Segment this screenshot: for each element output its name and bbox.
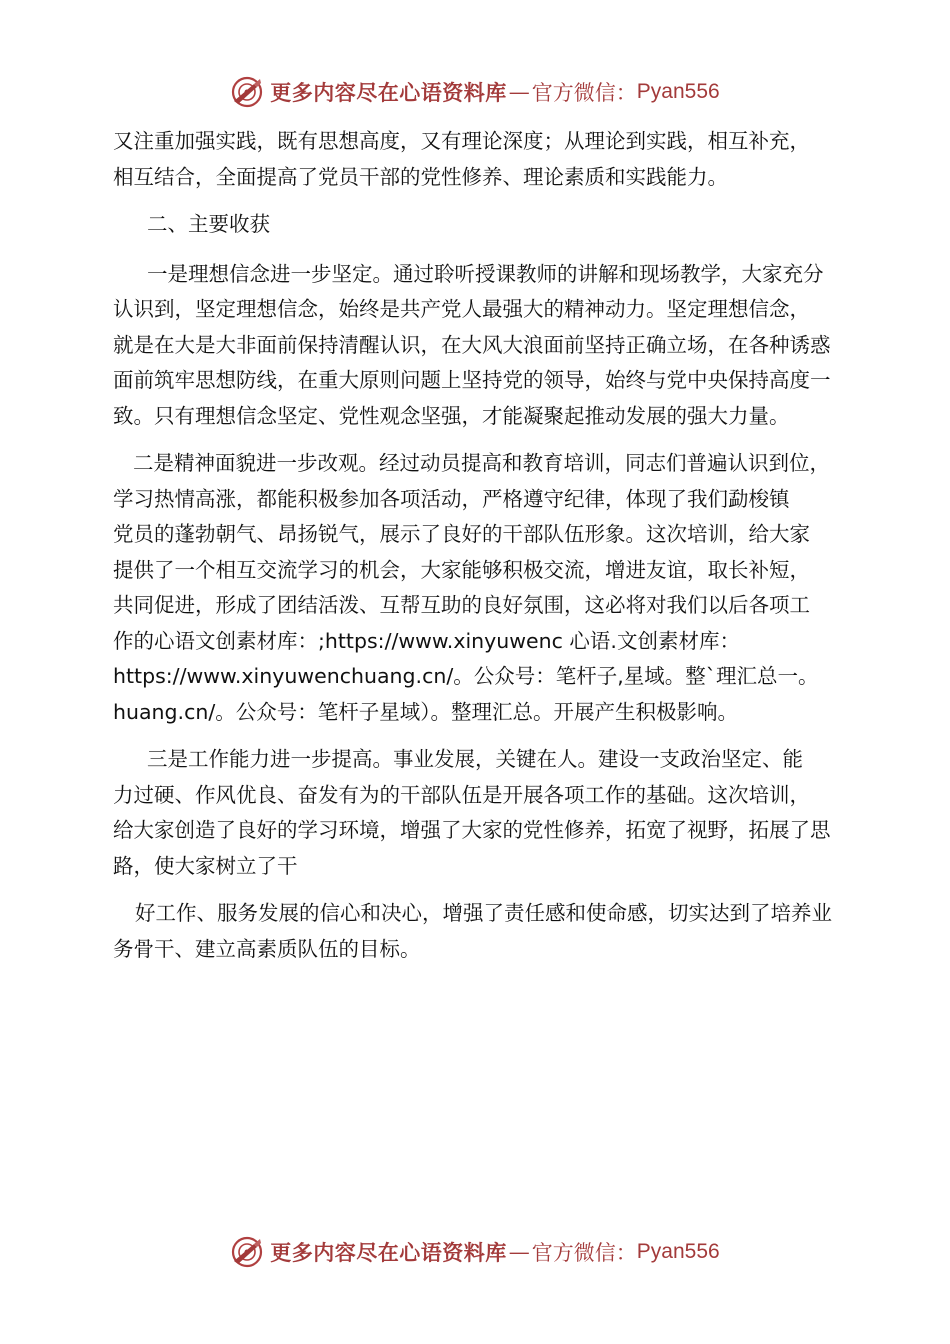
text-line: 三是工作能力进一步提高。事业发展，关键在人。建设一支政治坚定、能 bbox=[147, 747, 803, 771]
text-line: 二是精神面貌进一步改观。经过动员提高和教育培训，同志们普遍认识到位， bbox=[133, 451, 830, 475]
footer-banner-text: 更多内容尽在心语资料库 bbox=[270, 1240, 507, 1265]
footer-banner-separator: — bbox=[508, 1240, 530, 1264]
document-body bbox=[113, 124, 853, 967]
paragraph-continuation bbox=[113, 124, 853, 195]
paragraph-ideals bbox=[113, 257, 853, 435]
footer-wechat-label: 官方微信： bbox=[531, 1241, 637, 1265]
footer-banner bbox=[0, 1232, 950, 1272]
text-line: huang.cn/。公众号：笔杆子星域）。整理汇总。开展产生积极影响。 bbox=[113, 699, 738, 724]
text-line: 认识到，坚定理想信念，始终是共产党人最强大的精神动力。坚定理想信念， bbox=[113, 297, 810, 321]
brand-logo-icon bbox=[230, 75, 264, 109]
text-line: 学习热情高涨，都能积极参加各项活动，严格遵守纪律，体现了我们勐梭镇 bbox=[113, 486, 790, 511]
text-line: 路，使大家树立了干 bbox=[113, 853, 298, 878]
text-line: 好工作、服务发展的信心和决心，增强了责任感和使命感，切实达到了培养业 bbox=[135, 901, 832, 925]
text-line: 就是在大是大非面前保持清醒认识，在大风大浪面前坚持正确立场，在各种诱惑 bbox=[113, 332, 831, 357]
header-banner bbox=[0, 72, 950, 112]
text-line: https://www.xinyuwenchuang.cn/。公众号：笔杆子,星域。整`理汇总一。 bbox=[113, 664, 819, 688]
paragraph-ability bbox=[113, 742, 853, 884]
text-line: 力过硬、作风优良、奋发有为的干部队伍是开展各项工作的基础。这次培训， bbox=[113, 782, 810, 807]
text-line: 务骨干、建立高素质队伍的目标。 bbox=[113, 936, 421, 961]
text-line: 作的心语文创素材库：;https://www.xinyuwenc 心语.文创素材库： bbox=[113, 628, 740, 653]
text-line: 相互结合，全面提高了党员干部的党性修养、理论素质和实践能力。 bbox=[113, 164, 728, 189]
text-line: 致。只有理想信念坚定、党性观念坚强，才能凝聚起推动发展的强大力量。 bbox=[113, 403, 790, 428]
text-line: 面前筑牢思想防线，在重大原则问题上坚持党的领导，始终与党中央保持高度一 bbox=[113, 368, 831, 392]
paragraph-closing bbox=[113, 896, 853, 967]
text-line: 一是理想信念进一步坚定。通过聆听授课教师的讲解和现场教学，大家充分 bbox=[147, 261, 824, 286]
header-wechat-label: 官方微信： bbox=[531, 81, 637, 105]
brand-logo-icon bbox=[230, 1235, 264, 1269]
section-heading bbox=[113, 207, 853, 243]
header-banner-separator: — bbox=[508, 80, 530, 104]
footer-wechat-id: Pyan556 bbox=[636, 1240, 720, 1263]
text-line: 给大家创造了良好的学习环境，增强了大家的党性修养，拓宽了视野，拓展了思 bbox=[113, 818, 831, 842]
header-banner-text: 更多内容尽在心语资料库 bbox=[270, 80, 507, 105]
heading-text: 二、主要收获 bbox=[147, 212, 270, 236]
header-wechat-id: Pyan556 bbox=[636, 80, 720, 103]
text-line: 党员的蓬勃朝气、昂扬锐气，展示了良好的干部队伍形象。这次培训，给大家 bbox=[113, 522, 810, 546]
paragraph-spirit bbox=[113, 446, 853, 730]
text-line: 又注重加强实践，既有思想高度，又有理论深度；从理论到实践，相互补充， bbox=[113, 129, 810, 153]
text-line: 共同促进，形成了团结活泼、互帮互助的良好氛围，这必将对我们以后各项工 bbox=[113, 593, 810, 617]
text-line: 提供了一个相互交流学习的机会，大家能够积极交流，增进友谊，取长补短， bbox=[113, 557, 810, 582]
